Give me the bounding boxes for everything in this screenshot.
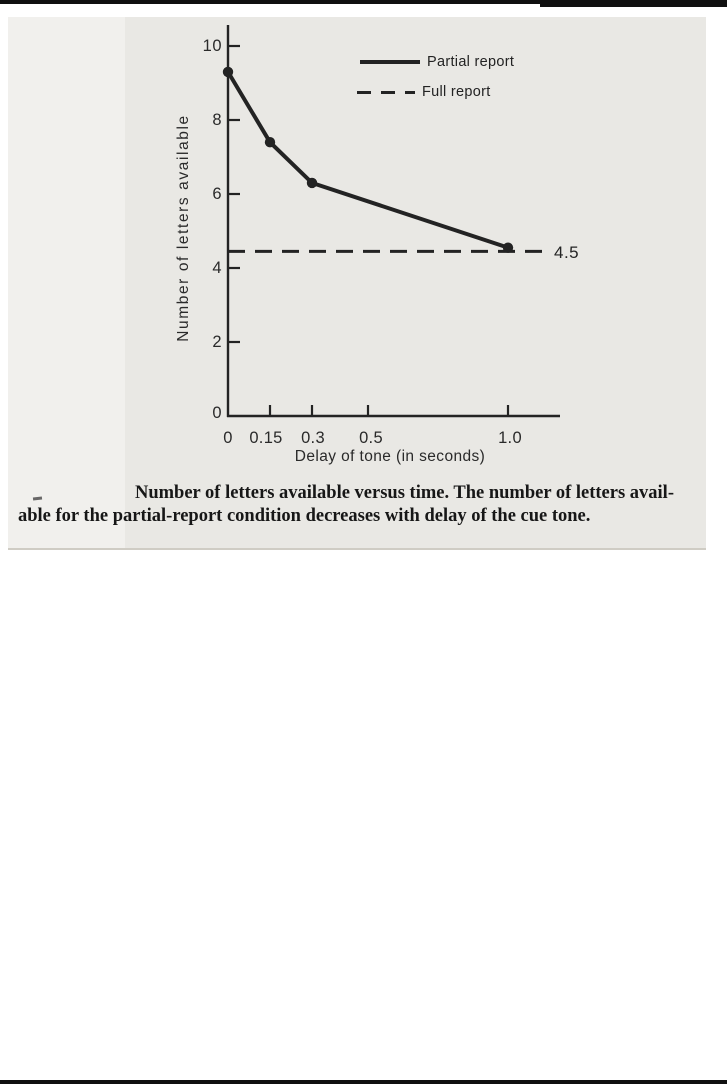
- y-tick-label-10: 10: [202, 37, 222, 55]
- legend-dashed-line-swatch: [357, 91, 415, 94]
- x-tick-label-10: 1.0: [498, 429, 522, 447]
- legend-partial-report-label: Partial report: [427, 54, 515, 70]
- y-tick-label-6: 6: [212, 185, 222, 203]
- x-axis-title: Delay of tone (in seconds): [294, 448, 486, 465]
- full-report-value-annotation: 4.5: [554, 243, 580, 262]
- legend-entry-partial-report: [360, 53, 514, 71]
- y-tick-label-4: 4: [212, 259, 222, 277]
- sperling-figure-scan: [8, 17, 706, 550]
- legend-full-report-label: Full report: [422, 84, 491, 100]
- caption-line-1: Number of letters available versus time. The number of letters avail-: [135, 483, 674, 503]
- x-tick-label-015: 0.15: [249, 429, 283, 447]
- x-tick-label-05: 0.5: [359, 429, 383, 447]
- x-tick-label-03: 0.3: [301, 429, 325, 447]
- legend-solid-line-swatch: [360, 60, 420, 64]
- y-tick-label-0: 0: [212, 404, 222, 422]
- caption-line-2: able for the partial-report condition decreases with delay of the cue tone.: [18, 506, 591, 526]
- y-tick-label-8: 8: [212, 111, 222, 129]
- y-tick-label-2: 2: [212, 333, 222, 351]
- legend-entry-full-report: [357, 83, 491, 101]
- page-top-rule-thick-segment: [540, 0, 727, 7]
- page-bottom-rule: [0, 1080, 727, 1084]
- y-axis-title: Number of letters available: [175, 114, 192, 342]
- x-tick-label-0: 0: [223, 429, 233, 447]
